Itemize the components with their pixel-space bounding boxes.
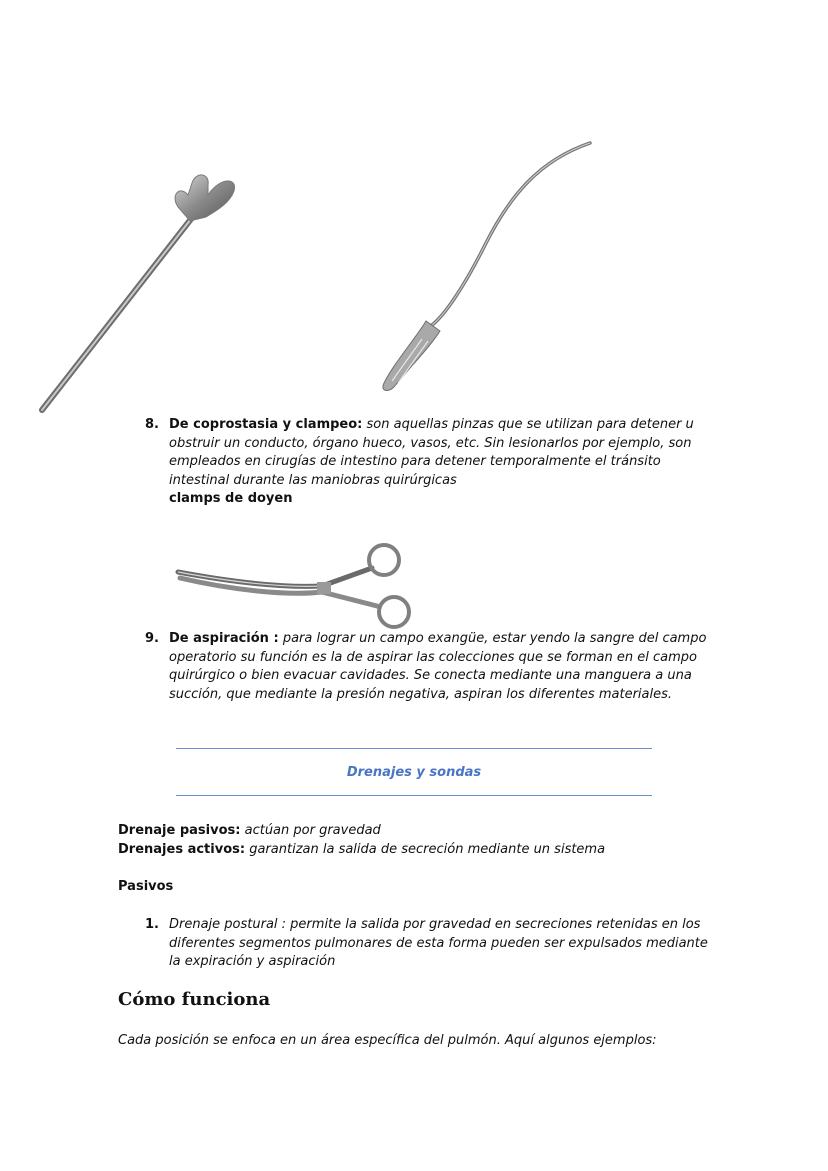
item-subtitle: clamps de doyen [169, 491, 293, 507]
item-title: De coprostasia y clampeo: [169, 417, 363, 432]
probe-instrument-image [30, 155, 250, 425]
heading-rule-bottom [176, 795, 652, 796]
definition-term: Drenajes activos: [118, 842, 246, 857]
definition-term: Drenaje pasivos: [118, 823, 241, 838]
item-text: para lograr un campo exangüe, estar yendo la sangre del campo operatorio su función es la de aspirar las colecciones que se forman en el campo quirúrgico o bien evacuar cavidades. Se conecta mediante una manguera a una succión, que mediante la presión negativa, aspiran los diferentes materiales. [169, 631, 707, 702]
definition-text: garantizan la salida de secreción mediante un sistema [249, 842, 606, 857]
item-text: Drenaje postural : permite la salida por gravedad en secreciones retenidas en los diferentes segmentos pulmonares de esta forma pueden ser expulsados mediante la expiración y aspiración [169, 917, 708, 970]
doyen-clamp-image [172, 542, 422, 632]
como-funciona-heading: Cómo funciona [118, 989, 271, 1010]
pasivos-label: Pasivos [118, 879, 174, 894]
como-funciona-text: Cada posición se enfoca en un área específica del pulmón. Aquí algunos ejemplos: [118, 1033, 657, 1048]
list-number: 1. [145, 917, 159, 932]
list-number: 9. [145, 631, 159, 646]
list-item-9 [145, 630, 715, 704]
list-number: 8. [145, 417, 159, 432]
item-title: De aspiración : [169, 631, 279, 646]
definition-active [118, 842, 605, 857]
list-item-8 [145, 416, 715, 509]
definition-text: actúan por gravedad [244, 823, 381, 838]
list-item-pasivos-1 [145, 916, 715, 972]
cannula-instrument-image [370, 135, 600, 395]
definition-passive [118, 823, 381, 838]
item-text: son aquellas pinzas que se utilizan para detener u obstruir un conducto, órgano hueco, vasos, etc. Sin lesionarlos por ejemplo, son empleados en cirugías de intestino para detener temporalmente el tránsito intestinal durante las maniobras quirúrgicas [169, 417, 694, 488]
heading-rule-top [176, 748, 652, 749]
section-heading: Drenajes y sondas [346, 765, 482, 780]
